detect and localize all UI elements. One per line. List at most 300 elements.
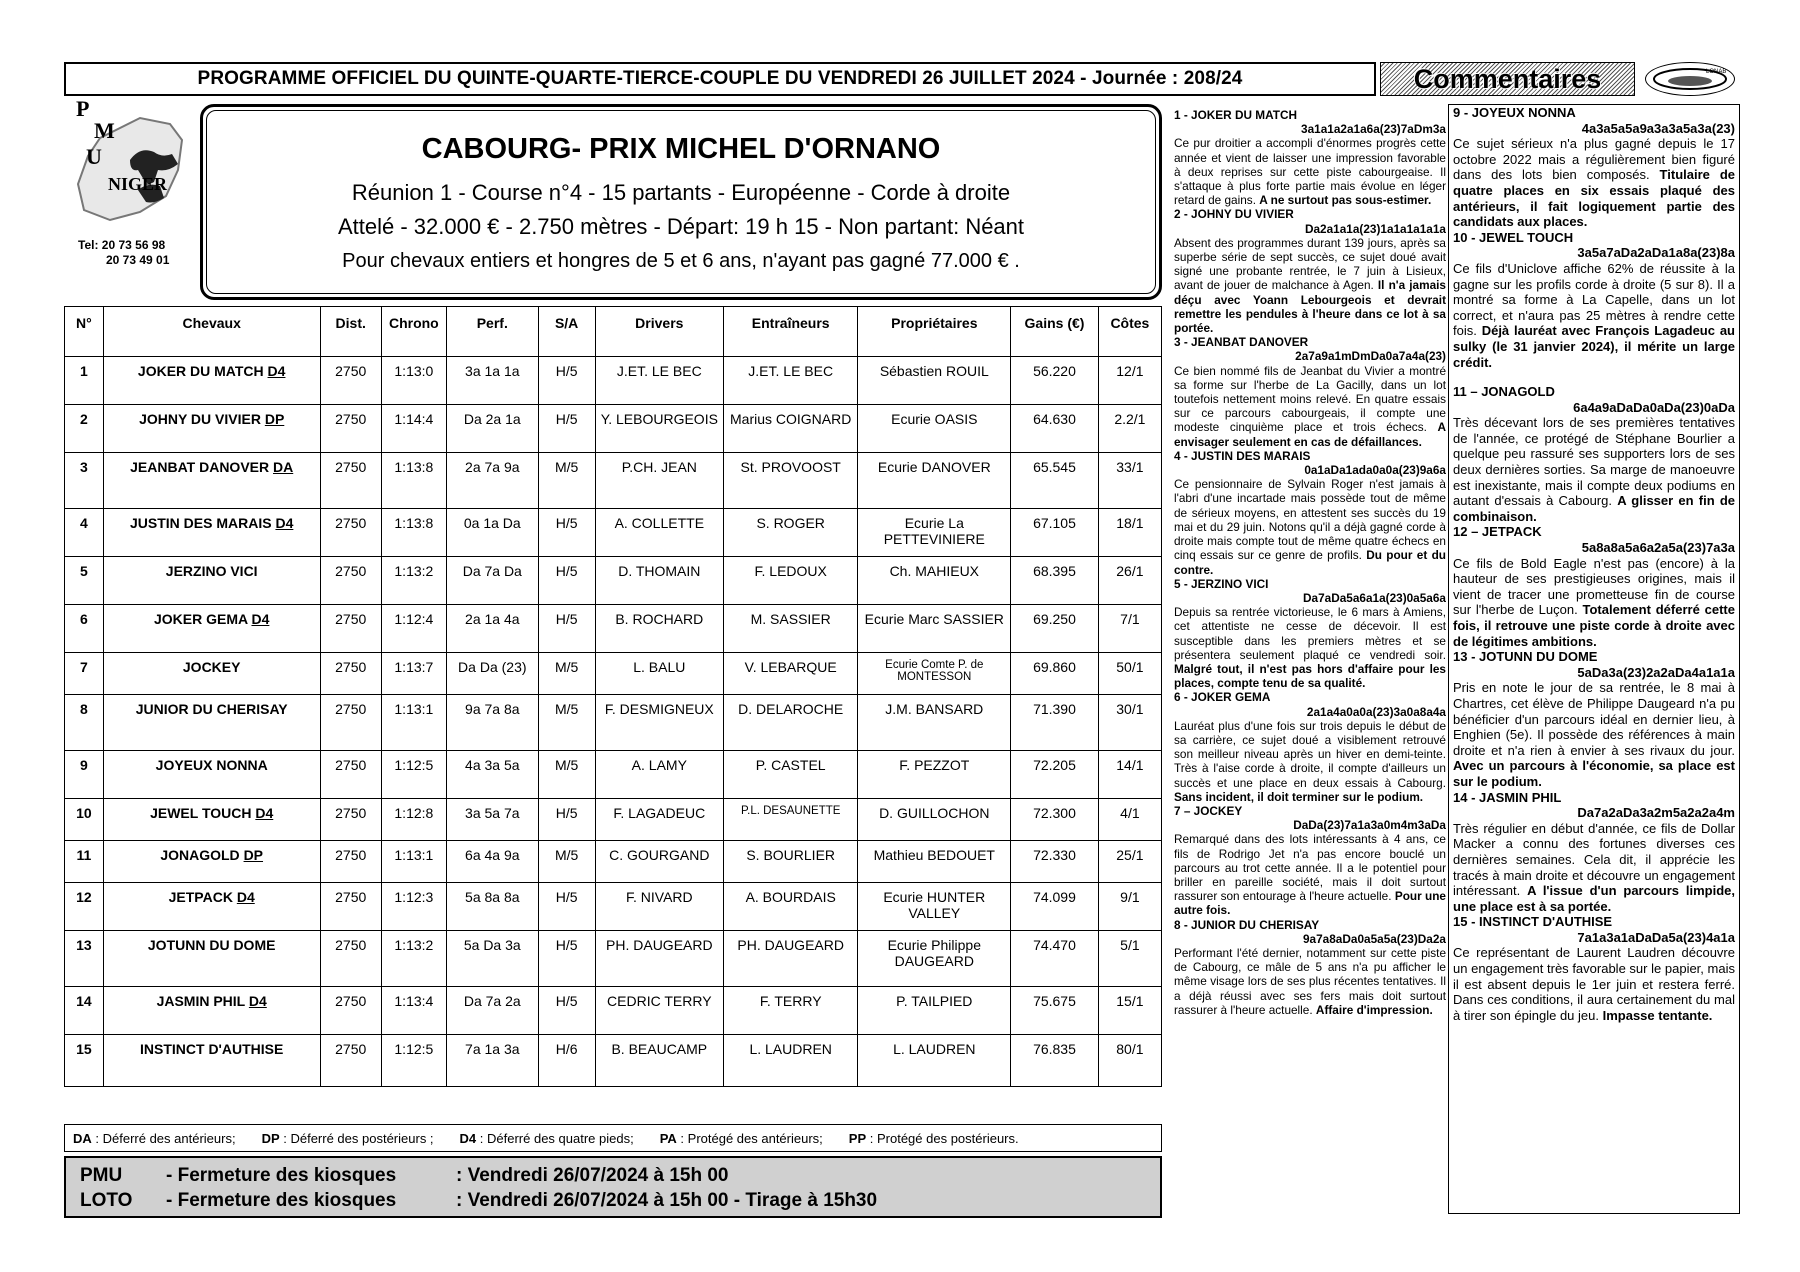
- comment-text: Très décevant lors de ses premières tentatives de l'année, ce protégé de Stéphane Bourlier a quelque peu rassuré ses supporters lors de ses deux dernières sorties. Sa marge de manoeuvre est inexistante, mais il compte deux podiums en autant d'essais à Cabourg.: [1453, 415, 1735, 509]
- cell-chrono: 1:12:4: [381, 605, 446, 653]
- table-row: [65, 931, 1162, 987]
- pmu-closing-row: [80, 1163, 1160, 1188]
- cell-cote: 25/1: [1098, 841, 1161, 883]
- comment-c12: [1453, 524, 1735, 649]
- loto-closing-row: [80, 1188, 1160, 1213]
- comment-verdict: Titulaire de quatre places en six essais plaqué des antérieurs, il fait logiquement partie des candidats aux places.: [1453, 167, 1735, 230]
- col-header-sa: S/A: [538, 307, 595, 357]
- cell-sa: M/5: [538, 453, 595, 509]
- cell-chrono: 1:12:5: [381, 751, 446, 799]
- cell-name: [103, 987, 320, 1035]
- shoe-code: D4: [248, 993, 267, 1009]
- cell-num: 15: [65, 1035, 104, 1087]
- cell-num: 8: [65, 695, 104, 751]
- comments-column-1: [1174, 108, 1446, 1017]
- cell-driver: B. ROCHARD: [595, 605, 723, 653]
- cell-dist: 2750: [320, 987, 381, 1035]
- cell-trainer: F. LEDOUX: [723, 557, 857, 605]
- cell-dist: 2750: [320, 509, 381, 557]
- cell-chrono: 1:13:2: [381, 557, 446, 605]
- comment-perf-code: 3a1a1a2a1a6a(23)7aDm3a: [1301, 122, 1446, 137]
- comment-c8: [1174, 918, 1446, 1017]
- cell-owner: Ecurie Comte P. de MONTESSON: [858, 653, 1011, 695]
- loto-value: : Vendredi 26/07/2024 à 15h 00 - Tirage à 15h30: [456, 1190, 878, 1211]
- comment-c1: [1174, 108, 1446, 207]
- comment-perf-code: 5a8a8a5a6a2a5a(23)7a3a: [1581, 540, 1735, 556]
- lotus-logo: [1645, 62, 1735, 96]
- comment-title: 7 – JOCKEY: [1174, 803, 1243, 818]
- cell-trainer: PH. DAUGEARD: [723, 931, 857, 987]
- horse-name: JETPACK: [168, 889, 233, 905]
- programme-title: [64, 62, 1376, 96]
- race-line-3: Pour chevaux entiers et hongres de 5 et 6 ans, n'ayant pas gagné 77.000 € .: [342, 250, 1020, 272]
- comment-verdict: Du pour et du contre.: [1174, 548, 1446, 577]
- cell-sa: M/5: [538, 695, 595, 751]
- comment-perf-code: 2a1a4a0a0a(23)3a0a8a4a: [1306, 704, 1446, 719]
- cell-trainer: L. LAUDREN: [723, 1035, 857, 1087]
- cell-num: 3: [65, 453, 104, 509]
- loto-mid: - Fermeture des kiosques: [166, 1190, 397, 1211]
- comment-body: [1174, 605, 1446, 690]
- cell-chrono: 1:13:0: [381, 357, 446, 405]
- shoe-code: DA: [273, 459, 294, 475]
- cell-dist: 2750: [320, 453, 381, 509]
- horse-name: JOHNY DU VIVIER: [139, 411, 261, 427]
- comment-body: [1453, 680, 1735, 789]
- cell-driver: Y. LEBOURGEOIS: [595, 405, 723, 453]
- logo-phone: [78, 238, 188, 268]
- comment-c10: [1453, 230, 1735, 370]
- shoe-legend: [64, 1124, 1162, 1152]
- cell-chrono: 1:13:1: [381, 841, 446, 883]
- horse-name: JOTUNN DU DOME: [147, 937, 276, 953]
- cell-owner: Mathieu BEDOUET: [858, 841, 1011, 883]
- col-header-odds: Côtes: [1098, 307, 1161, 357]
- col-header-trainers: Entraîneurs: [723, 307, 857, 357]
- legend-da: DA : Déferré des antérieurs;: [73, 1130, 236, 1146]
- comment-verdict: A envisager seulement en cas de défaillances.: [1174, 420, 1446, 449]
- cell-dist: 2750: [320, 799, 381, 841]
- table-row: [65, 557, 1162, 605]
- cell-dist: 2750: [320, 883, 381, 931]
- cell-perf: 0a 1a Da: [446, 509, 538, 557]
- comment-c7: [1174, 804, 1446, 918]
- phone-1: Tel: 20 73 56 98: [78, 238, 166, 252]
- cell-gains: 71.390: [1011, 695, 1099, 751]
- cell-trainer: D. DELAROCHE: [723, 695, 857, 751]
- cell-trainer: V. LEBARQUE: [723, 653, 857, 695]
- comment-c3: [1174, 335, 1446, 449]
- table-row: [65, 1035, 1162, 1087]
- legend-pa: PA : Protégé des antérieurs;: [659, 1130, 823, 1146]
- shoe-code: DP: [243, 847, 264, 863]
- shoe-code: D4: [236, 889, 255, 905]
- cell-perf: Da 7a 2a: [446, 987, 538, 1035]
- table-row: [65, 653, 1162, 695]
- cell-owner: L. LAUDREN: [858, 1035, 1011, 1087]
- horse-name: INSTINCT D'AUTHISE: [140, 1041, 284, 1057]
- cell-sa: H/5: [538, 987, 595, 1035]
- cell-cote: 33/1: [1098, 453, 1161, 509]
- comment-title: 3 - JEANBAT DANOVER: [1174, 335, 1309, 350]
- runners-table: [64, 306, 1162, 1087]
- lotus-icon: [1650, 66, 1730, 92]
- comment-title: 1 - JOKER DU MATCH: [1174, 108, 1297, 122]
- cell-name: [103, 605, 320, 653]
- table-row: [65, 987, 1162, 1035]
- comments-column-2: [1448, 104, 1740, 1214]
- cell-perf: 3a 5a 7a: [446, 799, 538, 841]
- cell-gains: 74.470: [1011, 931, 1099, 987]
- cell-owner: Ecurie DANOVER: [858, 453, 1011, 509]
- col-header-drivers: Drivers: [595, 307, 723, 357]
- cell-chrono: 1:13:8: [381, 453, 446, 509]
- cell-chrono: 1:12:8: [381, 799, 446, 841]
- cell-num: 9: [65, 751, 104, 799]
- cell-cote: 30/1: [1098, 695, 1161, 751]
- comment-perf-code: 3a5a7aDa2aDa1a8a(23)8a: [1577, 245, 1735, 261]
- comment-verdict: A l'issue d'un parcours limpide, une place est à sa portée.: [1453, 883, 1735, 914]
- comment-body: [1174, 136, 1446, 207]
- cell-perf: 4a 3a 5a: [446, 751, 538, 799]
- cell-cote: 14/1: [1098, 751, 1161, 799]
- cell-trainer: Marius COIGNARD: [723, 405, 857, 453]
- cell-dist: 2750: [320, 605, 381, 653]
- cell-gains: 56.220: [1011, 357, 1099, 405]
- cell-cote: 9/1: [1098, 883, 1161, 931]
- cell-cote: 18/1: [1098, 509, 1161, 557]
- cell-chrono: 1:12:5: [381, 1035, 446, 1087]
- comments-label: Commentaires: [1413, 63, 1602, 94]
- horse-name: JUSTIN DES MARAIS: [129, 515, 272, 531]
- cell-driver: D. THOMAIN: [595, 557, 723, 605]
- cell-driver: J.ET. LE BEC: [595, 357, 723, 405]
- cell-gains: 72.300: [1011, 799, 1099, 841]
- cell-owner: Ecurie Philippe DAUGEARD: [858, 931, 1011, 987]
- cell-num: 5: [65, 557, 104, 605]
- comment-perf-code: 0a1aDa1ada0a0a(23)9a6a: [1304, 463, 1446, 478]
- cell-cote: 26/1: [1098, 557, 1161, 605]
- comment-perf-code: Da7a2aDa3a2m5a2a2a4m: [1577, 805, 1735, 821]
- legend-pp: PP : Protégé des postérieurs.: [848, 1130, 1019, 1146]
- shoe-code: DP: [264, 411, 285, 427]
- comment-c9: [1453, 105, 1735, 230]
- cell-driver: F. NIVARD: [595, 883, 723, 931]
- horse-name: JOYEUX NONNA: [155, 757, 268, 773]
- comment-body: [1174, 477, 1446, 576]
- table-row: [65, 751, 1162, 799]
- cell-name: [103, 509, 320, 557]
- cell-chrono: 1:14:4: [381, 405, 446, 453]
- comment-verdict: Affaire d'impression.: [1315, 1002, 1433, 1017]
- cell-perf: 5a 8a 8a: [446, 883, 538, 931]
- comment-verdict: Sans incident, il doit terminer sur le podium.: [1174, 789, 1424, 804]
- table-row: [65, 883, 1162, 931]
- cell-gains: 69.860: [1011, 653, 1099, 695]
- comment-title: 9 - JOYEUX NONNA: [1453, 105, 1576, 120]
- loto-label: LOTO: [80, 1190, 133, 1211]
- cell-num: 7: [65, 653, 104, 695]
- cell-name: [103, 405, 320, 453]
- table-row: [65, 605, 1162, 653]
- comment-title: 10 - JEWEL TOUCH: [1453, 229, 1574, 245]
- cell-owner: Ecurie Marc SASSIER: [858, 605, 1011, 653]
- cell-owner: Ecurie La PETTEVINIERE: [858, 509, 1011, 557]
- table-header-row: [65, 307, 1162, 357]
- cell-name: [103, 931, 320, 987]
- cell-sa: M/5: [538, 841, 595, 883]
- cell-sa: H/5: [538, 557, 595, 605]
- cell-name: [103, 695, 320, 751]
- cell-perf: Da 2a 1a: [446, 405, 538, 453]
- horse-name: JOKER GEMA: [153, 611, 248, 627]
- comment-text: Ce fils d'Uniclove affiche 62% de réussite à la gagne sur les profils corde à droite (5 sur 8). Il a montré sa forme à La Capelle, dans un lot correct, et n'aura pas 25 mètres à rendre cette fois.: [1453, 260, 1735, 339]
- cell-gains: 76.835: [1011, 1035, 1099, 1087]
- comment-body: [1453, 556, 1735, 650]
- cell-gains: 74.099: [1011, 883, 1099, 931]
- niger-map-icon: [70, 100, 190, 240]
- cell-driver: C. GOURGAND: [595, 841, 723, 883]
- comment-perf-code: Da2a1a1a(23)1a1a1a1a1a: [1304, 221, 1446, 236]
- programme-title-text: PROGRAMME OFFICIEL DU QUINTE-QUARTE-TIERCE-COUPLE DU VENDREDI 26 JUILLET 2024 - Journée : 208/24: [197, 68, 1243, 89]
- cell-dist: 2750: [320, 653, 381, 695]
- comment-verdict: Pour une autre fois.: [1174, 889, 1446, 918]
- cell-perf: 7a 1a 3a: [446, 1035, 538, 1087]
- comment-c13: [1453, 649, 1735, 789]
- comment-verdict: Déjà lauréat avec François Lagadeuc au sulky (le 31 janvier 2024), il mérite un large crédit.: [1453, 323, 1735, 370]
- cell-name: [103, 799, 320, 841]
- comment-c15: [1453, 914, 1735, 1023]
- cell-name: [103, 357, 320, 405]
- cell-num: 1: [65, 357, 104, 405]
- cell-gains: 64.630: [1011, 405, 1099, 453]
- shoe-code: D4: [251, 611, 270, 627]
- race-line-1: Réunion 1 - Course n°4 - 15 partants - Européenne - Corde à droite: [351, 180, 1011, 205]
- comment-text: Ce représentant de Laurent Laudren découvre un engagement très favorable sur le papier, mais il est absent depuis le 1er juin et restera ferré. Dans ces conditions, il aura certainement du mal à tirer son épingle du jeu.: [1453, 945, 1735, 1023]
- comment-title: 5 - JERZINO VICI: [1174, 576, 1269, 591]
- cell-owner: Ecurie HUNTER VALLEY: [858, 883, 1011, 931]
- cell-trainer: S. BOURLIER: [723, 841, 857, 883]
- horse-name: JOKER DU MATCH: [137, 363, 264, 379]
- cell-dist: 2750: [320, 557, 381, 605]
- comment-body: [1453, 821, 1735, 915]
- cell-driver: F. LAGADEUC: [595, 799, 723, 841]
- comment-c5: [1174, 577, 1446, 691]
- table-row: [65, 509, 1162, 557]
- cell-name: [103, 841, 320, 883]
- cell-chrono: 1:13:8: [381, 509, 446, 557]
- comment-body: [1174, 719, 1446, 804]
- cell-cote: 15/1: [1098, 987, 1161, 1035]
- comment-title: 8 - JUNIOR DU CHERISAY: [1174, 917, 1320, 932]
- comment-text: Absent des programmes durant 139 jours, après sa superbe série de sept succès, ce sujet doué avait signé une probante rentrée, le 7 juin à Lisieux, avant de jouer de malchance à Agen.: [1174, 235, 1446, 293]
- comment-title: 6 - JOKER GEMA: [1174, 690, 1271, 705]
- comment-title: 14 - JASMIN PHIL: [1453, 789, 1562, 805]
- cell-sa: H/5: [538, 357, 595, 405]
- svg-text:M: M: [94, 118, 115, 143]
- cell-sa: H/5: [538, 931, 595, 987]
- comment-verdict: A ne surtout pas sous-estimer.: [1259, 193, 1432, 208]
- phone-2: 20 73 49 01: [106, 253, 170, 267]
- comment-perf-code: DaDa(23)7a1a3a0m4m3aDa: [1293, 818, 1446, 833]
- cell-driver: L. BALU: [595, 653, 723, 695]
- comment-perf-code: Da7aDa5a6a1a(23)0a5a6a: [1303, 590, 1446, 605]
- cell-num: 14: [65, 987, 104, 1035]
- col-header-perf: Perf.: [446, 307, 538, 357]
- col-header-horse: Chevaux: [103, 307, 320, 357]
- race-title: CABOURG- PRIX MICHEL D'ORNANO: [421, 133, 941, 165]
- cell-chrono: 1:13:4: [381, 987, 446, 1035]
- cell-gains: 68.395: [1011, 557, 1099, 605]
- cell-gains: 75.675: [1011, 987, 1099, 1035]
- horse-name: JUNIOR DU CHERISAY: [135, 701, 288, 717]
- table-row: [65, 841, 1162, 883]
- cell-cote: 4/1: [1098, 799, 1161, 841]
- svg-text:U: U: [86, 144, 102, 169]
- cell-owner: D. GUILLOCHON: [858, 799, 1011, 841]
- cell-gains: 65.545: [1011, 453, 1099, 509]
- comment-verdict: Avec un parcours à l'économie, sa place est sur le podium.: [1453, 758, 1735, 789]
- cell-dist: 2750: [320, 357, 381, 405]
- comment-title: 4 - JUSTIN DES MARAIS: [1174, 448, 1311, 463]
- cell-sa: H/5: [538, 405, 595, 453]
- comment-body: [1174, 832, 1446, 917]
- cell-sa: H/6: [538, 1035, 595, 1087]
- horse-name: JOCKEY: [182, 659, 241, 675]
- comment-body: [1453, 261, 1735, 370]
- cell-name: [103, 453, 320, 509]
- comment-text: Ce bien nommé fils de Jeanbat du Vivier a montré sa forme sur l'herbe de La Gacilly, dans un lot toutefois nettement moins relevé. En quatre essais sur ce parcours cabourgeais, il compte une modeste cinquième place et trois échecs.: [1174, 363, 1446, 435]
- table-row: [65, 695, 1162, 751]
- cell-chrono: 1:13:7: [381, 653, 446, 695]
- cell-cote: 12/1: [1098, 357, 1161, 405]
- comment-verdict: Impasse tentante.: [1602, 1007, 1713, 1023]
- comment-c4: [1174, 449, 1446, 577]
- cell-trainer: A. BOURDAIS: [723, 883, 857, 931]
- cell-gains: 69.250: [1011, 605, 1099, 653]
- cell-dist: 2750: [320, 1035, 381, 1087]
- cell-owner: Sébastien ROUIL: [858, 357, 1011, 405]
- cell-gains: 67.105: [1011, 509, 1099, 557]
- table-row: [65, 799, 1162, 841]
- cell-owner: Ch. MAHIEUX: [858, 557, 1011, 605]
- cell-owner: P. TAILPIED: [858, 987, 1011, 1035]
- cell-driver: F. DESMIGNEUX: [595, 695, 723, 751]
- horse-name: JASMIN PHIL: [156, 993, 245, 1009]
- svg-text:P: P: [76, 100, 90, 121]
- comment-body: [1174, 364, 1446, 449]
- cell-sa: H/5: [538, 605, 595, 653]
- cell-num: 10: [65, 799, 104, 841]
- comment-perf-code: 6a4a9aDaDa0aDa(23)0aDa: [1573, 399, 1735, 415]
- comment-c2: [1174, 207, 1446, 335]
- cell-name: [103, 751, 320, 799]
- comment-text: Ce fils de Bold Eagle n'est pas (encore) à la hauteur de ses prestigieuses origines, mais il vient de tracer une prometteuse fin de course sur l'herbe de Luçon.: [1453, 555, 1735, 618]
- comment-perf-code: 5aDa3a(23)2a2aDa4a1a1a: [1577, 664, 1735, 680]
- comment-c14: [1453, 790, 1735, 915]
- cell-cote: 2.2/1: [1098, 405, 1161, 453]
- horse-name: JERZINO VICI: [165, 563, 258, 579]
- cell-trainer: M. SASSIER: [723, 605, 857, 653]
- cell-name: [103, 1035, 320, 1087]
- cell-dist: 2750: [320, 751, 381, 799]
- cell-gains: 72.205: [1011, 751, 1099, 799]
- horse-name: JONAGOLD: [160, 847, 240, 863]
- cell-sa: H/5: [538, 799, 595, 841]
- comment-text: Ce pensionnaire de Sylvain Roger n'est jamais à l'abri d'une incartade mais possède tout de même de sérieux moyens, en attestent ses succès du 19 mai et du 29 juin. Notons qu'il a déjà gagné corde à droite mais compte tout de même quatre échecs en cinq essais sur ce genre de profils.: [1174, 477, 1446, 563]
- comments-header: [1380, 62, 1740, 96]
- comment-perf-code: 2a7a9a1mDmDa0a7a4a(23): [1295, 349, 1446, 364]
- comment-text: Ce pur droitier a accompli d'énormes progrès cette année et vient de laisser une impression favorable à deux reprises sur cette piste cabourgeaise. Il s'attaque à plus forte partie mais évolue en léger retard de gains.: [1174, 136, 1446, 208]
- cell-gains: 72.330: [1011, 841, 1099, 883]
- col-header-dist: Dist.: [320, 307, 381, 357]
- comment-body: [1453, 415, 1735, 524]
- comment-title: 11 – JONAGOLD: [1453, 384, 1555, 400]
- comment-perf-code: 4a3a5a5a9a3a3a5a3a(23): [1581, 120, 1735, 136]
- cell-cote: 80/1: [1098, 1035, 1161, 1087]
- comment-title: 15 - INSTINCT D'AUTHISE: [1453, 914, 1613, 930]
- col-header-owners: Propriétaires: [858, 307, 1011, 357]
- cell-trainer: S. ROGER: [723, 509, 857, 557]
- cell-trainer: P. CASTEL: [723, 751, 857, 799]
- cell-num: 11: [65, 841, 104, 883]
- horse-name: JEWEL TOUCH: [150, 805, 252, 821]
- col-header-chrono: Chrono: [381, 307, 446, 357]
- cell-perf: 6a 4a 9a: [446, 841, 538, 883]
- comments-banner: [1380, 62, 1635, 96]
- comment-title: 13 - JOTUNN DU DOME: [1453, 649, 1598, 665]
- cell-perf: 2a 1a 4a: [446, 605, 538, 653]
- comment-text: Pris en note le jour de sa rentrée, le 8 mai à Chartres, cet élève de Philippe Daugeard n'a pu bénéficier d'un parcours idéal en dernier lieu, à Enghien (5e). Il possède des références à main droite et n'a rien à envier à ses rivaux du jour.: [1453, 680, 1735, 758]
- cell-driver: P.CH. JEAN: [595, 453, 723, 509]
- closing-times: [64, 1156, 1162, 1218]
- cell-perf: 3a 1a 1a: [446, 357, 538, 405]
- comment-body: [1174, 946, 1446, 1017]
- cell-dist: 2750: [320, 841, 381, 883]
- cell-perf: 2a 7a 9a: [446, 453, 538, 509]
- cell-cote: 50/1: [1098, 653, 1161, 695]
- comment-perf-code: 7a1a3a1aDaDa5a(23)4a1a: [1577, 929, 1735, 945]
- race-header: [200, 104, 1162, 300]
- cell-driver: B. BEAUCAMP: [595, 1035, 723, 1087]
- cell-chrono: 1:13:2: [381, 931, 446, 987]
- cell-trainer: J.ET. LE BEC: [723, 357, 857, 405]
- comment-text: Très régulier en début d'année, ce fils de Dollar Macker a connu des fortunes diverses ces dernières semaines. Cela dit, il apprécie les tracés à main droite et découvre un engagement intéressant.: [1453, 820, 1735, 899]
- shoe-code: D4: [255, 805, 274, 821]
- comment-text: Remarqué dans des lots intéressants à 4 ans, ce fils de Rodrigo Jet n'a pas encore bouclé un parcours au trot cette année. Il a le potentiel pour briller en pareille société, mais il doit surtout rassurer son entourage à l'heure actuelle.: [1174, 832, 1446, 904]
- cell-perf: Da Da (23): [446, 653, 538, 695]
- comment-text: Performant l'été dernier, notamment sur cette piste de Cabourg, ce mâle de 5 ans n'a pu afficher le même visage lors de ses plus récentes tentatives. Il a déjà réussi avec ses fers mais doit surtout rassurer à l'heure actuelle.: [1174, 945, 1446, 1017]
- shoe-code: D4: [275, 515, 294, 531]
- comment-c6: [1174, 690, 1446, 804]
- cell-sa: M/5: [538, 653, 595, 695]
- comment-verdict: A glisser en fin de combinaison.: [1453, 493, 1735, 524]
- svg-text:LONAB: LONAB: [1706, 69, 1727, 75]
- cell-trainer: P.L. DESAUNETTE: [723, 799, 857, 841]
- comment-c11: [1453, 384, 1735, 524]
- cell-driver: A. COLLETTE: [595, 509, 723, 557]
- cell-perf: Da 7a Da: [446, 557, 538, 605]
- cell-owner: Ecurie OASIS: [858, 405, 1011, 453]
- cell-driver: A. LAMY: [595, 751, 723, 799]
- cell-sa: M/5: [538, 751, 595, 799]
- cell-owner: J.M. BANSARD: [858, 695, 1011, 751]
- cell-name: [103, 653, 320, 695]
- cell-trainer: F. TERRY: [723, 987, 857, 1035]
- comment-verdict: Malgré tout, il n'est pas hors d'affaire pour les places, compte tenu de sa qualité.: [1174, 661, 1446, 691]
- cell-perf: 5a Da 3a: [446, 931, 538, 987]
- cell-chrono: 1:12:3: [381, 883, 446, 931]
